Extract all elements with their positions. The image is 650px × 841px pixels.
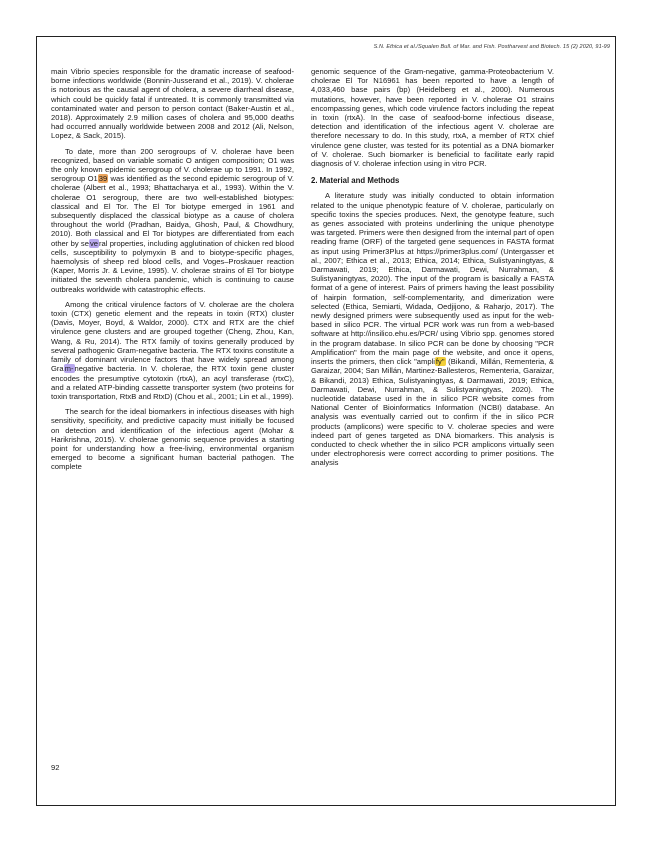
paragraph: The search for the ideal biomarkers in infectious diseases with high sensitivity, specificity, and predictive capacity must initially be focused on detection and identification of the infectious agent (Mohar & Harikrishna, 2015). V. cholerae genomic sequence provides a starting point for understanding how a free-living, environmental organism emerged to become a significant human bacterial pathogen. The complete [51, 407, 294, 472]
page-number: 92 [51, 763, 60, 772]
text-span: To date, more than 200 serogroups of V. cholerae have been recognized, based on variable somatic O antigen composition; O1 was the only known epidemic serogroup of V. cholerae up to 1991. In 1992, serogroup O1 [51, 146, 294, 184]
text-span: was identified as the second epidemic serogroup of V. cholerae (Albert et al., 1993; Bhattacharya et al., 1993). Within the V. cholerae O1 serogroup, there are two well-established biotypes: classical and El Tor. The El Tor biotype emerged in 1961 and subsequently displaced the classical biotype as a cause of cholera throughout the world (Pradhan, Baidya, Ghosh, Paul, & Chowdhury, 2010). Both classical and El Tor biotypes are differentiated from each other by se [51, 174, 294, 248]
right-column [311, 67, 554, 474]
running-head: S.N. Ethica et al./Squalen Bull. of Mar. and Fish. Postharvest and Biotech. 15 (2) 2020, 91-99 [373, 44, 610, 50]
paragraph [51, 300, 294, 401]
paragraph: main Vibrio species responsible for the dramatic increase of seafood-borne infections worldwide (Bonnin-Jusserand et al., 2019). V. cholerae is notorious as the causal agent of cholera, a severe diarrheal disease, which could be quickly fatal if untreated. It is commonly transmitted via contaminated water and person to person contact (Baker-Austin et al., 2018). Approximately 2.9 million cases of cholera and 95,000 deaths had occurred annually worldwide between 2008 and 2012 (Ali, Nelson, Lopez, & Sack, 2015). [51, 67, 294, 141]
yellow-highlight: fy" [435, 357, 445, 367]
orange-highlight: 39 [98, 174, 108, 184]
paragraph: genomic sequence of the Gram-negative, gamma-Proteobacterium V. cholerae El Tor N16961 has been reported to have a length of 4,033,460 base pairs (bp) (Heidelberg et al., 2000). Numerous mutations, however, have been reported in V. cholerae O1 strains encompassing genes, which code virulence factors including the repeat in toxin (rtxA). In the case of seafood-borne infectious disease, detection and identification of the infectious agent V. cholerae are therefore necessary to do. In this study, rtxA, a member of RTX chief virulence gene cluster, was tested for its potential as a DNA biomarker of V. cholerae. Such biomarker is beneficial to facilitate early rapid diagnosis of V. cholerae infection using in vitro PCR. [311, 67, 554, 169]
purple-highlight: ve [89, 238, 98, 248]
text-span: A literature study was initially conducted to obtain information related to the unique phenotypic feature of V. cholerae, particularly on specific toxins the species produces. Next, the genotype feature, such as genes associated with proteins underlining the unique phenotype was targeted. Primers were then designed from the internal part of open reading frame (ORF) of the targeted gene sequences in FASTA format as input using Primer3Plus at https://primer3plus.com/ (Untergasser et al., 2007; Ethica et al., 2013; Ethica, 2014; Ethica, Sulistyaningtyas, & Darmawati, 2019; Ethica, Darmawati, Dewi, Nurrahman, & Sulistyaningtyas, 2020). The input of the program is basically a FASTA format of a gene of interest. Pairs of primers having the least possibility of hairpin formation, self-complementarity, and dimerization were selected (Ethica, Semiarti, Widada, Oedjijono, & Raharjo, 2017). The newly designed primers were subsequently used as input for the web-based in silico PCR. The virtual PCR work was run from a web-based software at http://insilico.ehu.es/PCR/ using Vibrio spp. genomes stored in the program database. In silico PCR can be done by choosing "PCR Amplification" from the main page of the website, and once it opens, inserts the primers, then click "ampli [311, 191, 554, 367]
text-span: ral properties, including agglutination of chicken red blood cells, susceptibility to polymyxin B and to biotype-specific phages, haemolysis of sheep red blood cells, and Voges–Proskauer reaction (Kaper, Morris Jr. & Levine, 1995). V. cholerae strains of El Tor biotype initiated the seventh cholera pandemic, which is continuing to cause outbreaks worldwide with catastrophic effects. [51, 238, 294, 294]
paragraph [51, 147, 294, 294]
purple-highlight: m- [64, 364, 74, 374]
paragraph [311, 191, 554, 467]
text-span: (Bikandi, Millán, Rementeria, & Garaizar, 2004; San Millán, Martinez-Ballesteros, Rementeria, Garaizar, & Bikandi, 2013) Ethica, Sulistyaningtyas, & Darmawati, 2019; Ethica, Darmawati, Dewi, Nurrahman, & Sulistyaningtyas, 2020). The nucleotide database used in the in silico PCR website comes from National Center of Bioinformatics Information (NCBI) database. An analysis was eventually carried out to confirm if the in silico PCR products (amplicons) were specific to V. cholerae species and were indeed part of genes targeted as DNA biomarkers. This analysis is conducted to check whether the in silico PCR amplicons virtually seen under electrophoresis were correct according to primer positions. The analysis [311, 357, 554, 468]
section-heading: 2. Material and Methods [311, 176, 400, 186]
text-span: negative bacteria. In V. cholerae, the RTX toxin gene cluster encodes the presumptive cytotoxin (rtxA), an acyl transferase (rtxC), and a related ATP-binding cassette transporter system (two proteins for toxin transportation, RtxB and RtxD) (Chou et al., 2001; Lin et al., 1999). [51, 364, 294, 401]
text-span: Among the critical virulence factors of V. cholerae are the cholera toxin (CTX) genetic element and the repeats in toxin (RTX) cluster (Davis, Moyer, Boyd, & Waldor, 2000). CTX and RTX are the chief virulence gene clusters and are grouped together (Cheng, Zhou, Kan, Wang, & Ru, 2014). The RTX family of toxins generally produced by several pathogenic Gram-negative bacteria. The RTX toxins constitute a family of dominant virulence factors that have widely spread among Gra [51, 299, 294, 374]
left-column [51, 67, 294, 478]
